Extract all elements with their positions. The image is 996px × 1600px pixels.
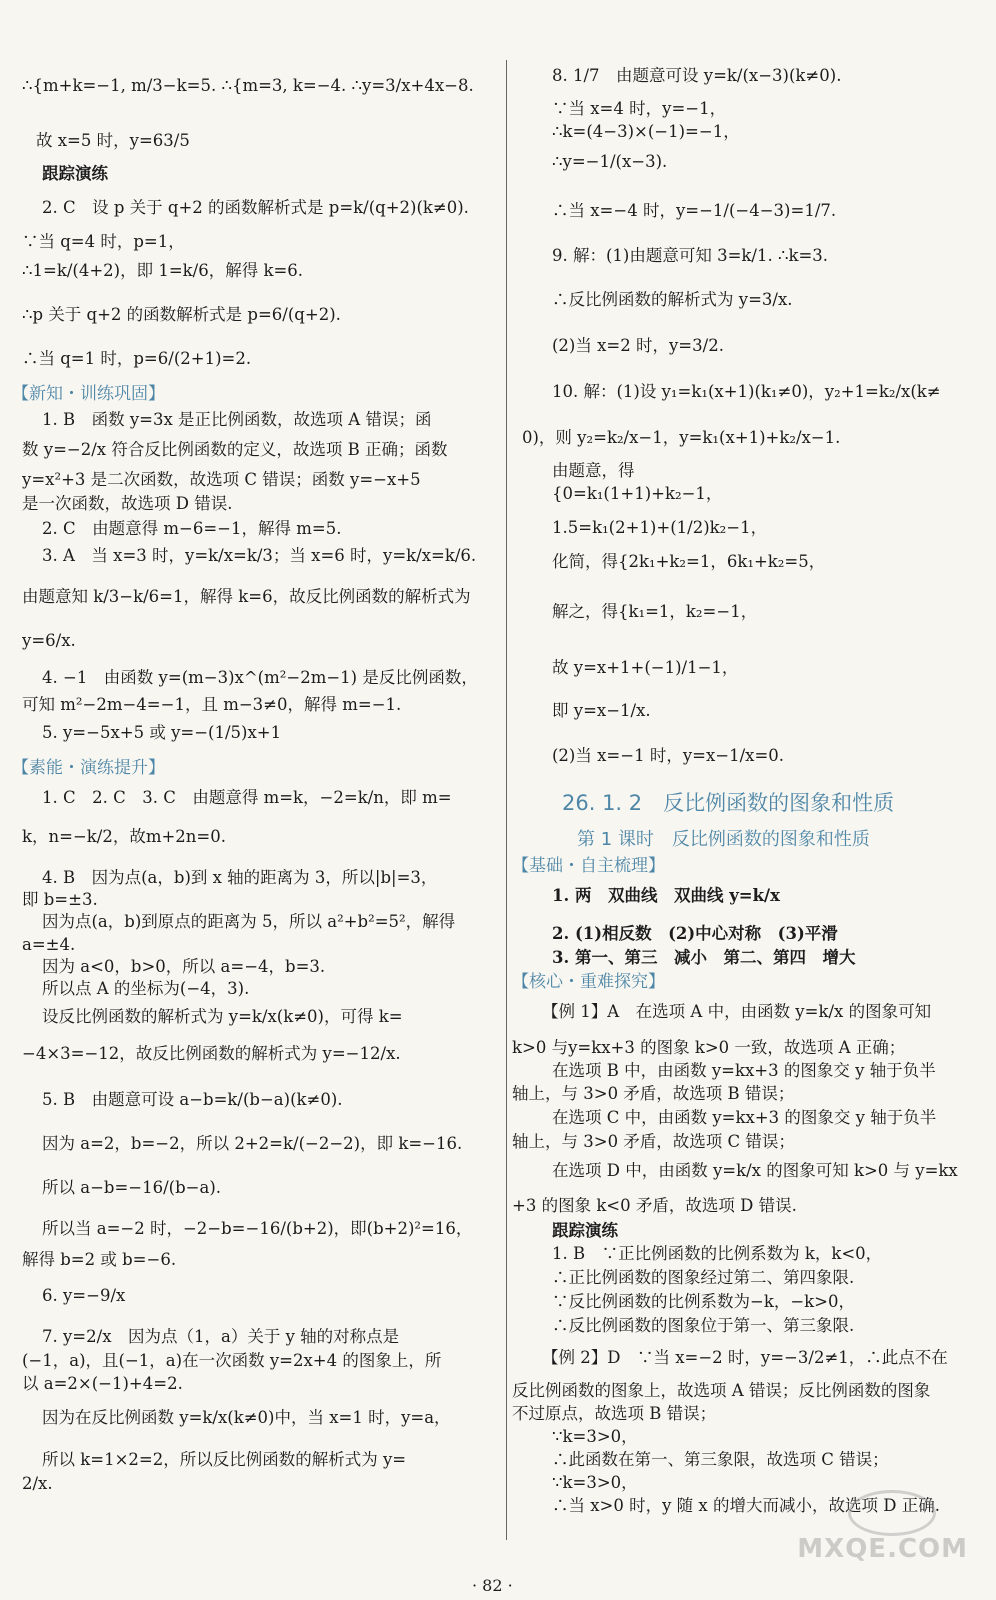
text-line: 设反比例函数的解析式为 y=k/x(k≠0)，可得 k= — [42, 1007, 403, 1026]
text-line: 8. 1/7 由题意可设 y=k/(x−3)(k≠0). — [552, 66, 842, 85]
text-line: 故 x=5 时，y=63/5 — [36, 131, 190, 150]
text-line: ∵k=3>0， — [552, 1473, 638, 1492]
text-line: 4. −1 由函数 y=(m−3)x^(m²−2m−1) 是反比例函数， — [42, 668, 478, 687]
text-line: 5. B 由题意可设 a−b=k/(b−a)(k≠0). — [42, 1090, 343, 1109]
text-line: ∴{m+k=−1, m/3−k=5. ∴{m=3, k=−4. ∴y=3/x+4x−8. — [22, 76, 474, 95]
text-line: ∴y=−1/(x−3). — [552, 152, 668, 171]
section-title: 26. 1. 2 反比例函数的图象和性质 — [562, 791, 895, 815]
text-line: k>0 与y=kx+3 的图象 k>0 一致，故选项 A 正确； — [512, 1038, 906, 1057]
text-line: 0)，则 y₂=k₂/x−1，y=k₁(x+1)+k₂/x−1. — [522, 428, 841, 447]
page-number: · 82 · — [472, 1576, 513, 1595]
text-line: ∴1=k/(4+2)，即 1=k/6，解得 k=6. — [22, 261, 304, 280]
text-line: 解之，得{k₁=1，k₂=−1， — [552, 602, 758, 621]
text-line: 9. 解：(1)由题意可知 3=k/1. ∴k=3. — [552, 246, 829, 265]
text-line: 轴上，与 3>0 矛盾，故选项 B 错误； — [512, 1084, 795, 1103]
text-line: 4. B 因为点(a，b)到 x 轴的距离为 3，所以|b|=3， — [42, 868, 438, 887]
text-line: (2)当 x=−1 时，y=x−1/x=0. — [552, 746, 785, 765]
text-line: 轴上，与 3>0 矛盾，故选项 C 错误； — [512, 1132, 795, 1151]
text-line: 化简，得{2k₁+k₂=1，6k₁+k₂=5， — [552, 552, 826, 571]
text-line: ∴当 x=−4 时，y=−1/(−4−3)=1/7. — [552, 201, 837, 220]
text-line: 所以当 a=−2 时，−2−b=−16/(b+2)，即(b+2)²=16， — [42, 1219, 473, 1238]
watermark: MXQE.COM — [797, 1534, 968, 1564]
text-line: 因为 a=2，b=−2，所以 2+2=k/(−2−2)，即 k=−16. — [42, 1134, 463, 1153]
text-line: 跟踪演练 — [552, 1221, 618, 1240]
text-line: ∴当 x>0 时，y 随 x 的增大而减小，故选项 D 正确. — [552, 1496, 940, 1515]
text-line: ∴此函数在第一、第三象限，故选项 C 错误； — [552, 1450, 889, 1469]
text-line: 1. 两 双曲线 双曲线 y=k/x — [552, 886, 780, 905]
text-line: ∴反比例函数的图象位于第一、第三象限. — [552, 1316, 855, 1335]
text-line: 由题意，得 — [552, 461, 635, 480]
text-line: 即 y=x−1/x. — [552, 701, 651, 720]
subsection-title: 第 1 课时 反比例函数的图象和性质 — [577, 829, 870, 850]
text-line: (2)当 x=2 时，y=3/2. — [552, 336, 724, 355]
text-line: 2/x. — [22, 1474, 53, 1493]
text-line: 3. A 当 x=3 时，y=k/x=k/3；当 x=6 时，y=k/x=k/6. — [42, 546, 477, 565]
text-line: 1. B 函数 y=3x 是正比例函数，故选项 A 错误；函 — [42, 410, 432, 429]
text-line: 由题意知 k/3−k/6=1，解得 k=6，故反比例函数的解析式为 — [22, 587, 471, 606]
text-line: 以 a=2×(−1)+4=2. — [22, 1374, 183, 1393]
text-line: {0=k₁(1+1)+k₂−1， — [552, 484, 723, 503]
text-line: 1. B ∵正比例函数的比例系数为 k，k<0， — [552, 1244, 883, 1263]
text-line: 所以 k=1×2=2，所以反比例函数的解析式为 y= — [42, 1450, 407, 1469]
text-line: −4×3=−12，故反比例函数的解析式为 y=−12/x. — [22, 1044, 401, 1063]
text-line: 6. y=−9/x — [42, 1286, 126, 1305]
text-line: 故 y=x+1+(−1)/1−1， — [552, 658, 739, 677]
text-line: 在选项 C 中，由函数 y=kx+3 的图象交 y 轴于负半 — [552, 1108, 937, 1127]
text-line: 因为在反比例函数 y=k/x(k≠0)中，当 x=1 时，y=a， — [42, 1408, 451, 1427]
text-line: 1.5=k₁(2+1)+(1/2)k₂−1， — [552, 518, 768, 537]
text-line: ∵当 q=4 时，p=1， — [22, 232, 185, 251]
text-line: 所以 a−b=−16/(b−a). — [42, 1178, 222, 1197]
watermark-logo-icon — [848, 1490, 936, 1536]
section-heading: 【素能・演练提升】 — [12, 758, 165, 778]
text-line: 因为 a<0，b>0，所以 a=−4，b=3. — [42, 957, 326, 976]
text-line: ∴p 关于 q+2 的函数解析式是 p=6/(q+2). — [22, 305, 341, 324]
text-line: a=±4. — [22, 935, 76, 954]
text-line: 是一次函数，故选项 D 错误. — [22, 494, 233, 513]
text-line: (−1，a)，且(−1，a)在一次函数 y=2x+4 的图象上，所 — [22, 1351, 442, 1370]
text-line: ∴k=(4−3)×(−1)=−1， — [552, 122, 740, 141]
text-line: 2. C 由题意得 m−6=−1，解得 m=5. — [42, 519, 342, 538]
text-line: 7. y=2/x 因为点（1，a）关于 y 轴的对称点是 — [42, 1327, 400, 1346]
text-line: ∵当 x=4 时，y=−1， — [552, 99, 727, 118]
text-line: 在选项 B 中，由函数 y=kx+3 的图象交 y 轴于负半 — [552, 1061, 936, 1080]
column-divider — [506, 60, 507, 1540]
text-line: 解得 b=2 或 b=−6. — [22, 1250, 177, 1269]
text-line: 在选项 D 中，由函数 y=k/x 的图象可知 k>0 与 y=kx — [552, 1161, 958, 1180]
text-line: 可知 m²−2m−4=−1，且 m−3≠0，解得 m=−1. — [22, 695, 402, 714]
text-line: 数 y=−2/x 符合反比例函数的定义，故选项 B 正确；函数 — [22, 440, 448, 459]
text-line: ∵反比例函数的比例系数为−k，−k>0， — [552, 1292, 855, 1311]
text-line: k，n=−k/2，故m+2n=0. — [22, 827, 226, 846]
section-heading: 【基础・自主梳理】 — [512, 856, 665, 876]
text-line: ∴当 q=1 时，p=6/(2+1)=2. — [22, 349, 252, 368]
text-line: 即 b=±3. — [22, 890, 98, 909]
text-line: 跟踪演练 — [42, 164, 108, 183]
text-line: +3 的图象 k<0 矛盾，故选项 D 错误. — [512, 1196, 797, 1215]
text-line: 2. (1)相反数 (2)中心对称 (3)平滑 — [552, 924, 838, 943]
text-line: 2. C 设 p 关于 q+2 的函数解析式是 p=k/(q+2)(k≠0). — [42, 198, 469, 217]
text-line: y=x²+3 是二次函数，故选项 C 错误；函数 y=−x+5 — [22, 470, 421, 489]
text-line: 因为点(a，b)到原点的距离为 5，所以 a²+b²=5²，解得 — [42, 912, 456, 931]
text-line: y=6/x. — [22, 631, 76, 650]
text-line: 1. C 2. C 3. C 由题意得 m=k，−2=k/n，即 m= — [42, 788, 452, 807]
text-line: ∴反比例函数的解析式为 y=3/x. — [552, 290, 793, 309]
text-line: 【例 1】A 在选项 A 中，由函数 y=k/x 的图象可知 — [542, 1002, 932, 1021]
text-line: 3. 第一、第三 减小 第二、第四 增大 — [552, 948, 856, 967]
text-line: 所以点 A 的坐标为(−4，3). — [42, 979, 250, 998]
text-line: 5. y=−5x+5 或 y=−(1/5)x+1 — [42, 723, 282, 742]
section-heading: 【核心・重难探究】 — [512, 972, 665, 992]
text-line: ∴正比例函数的图象经过第二、第四象限. — [552, 1268, 855, 1287]
text-line: 【例 2】D ∵当 x=−2 时，y=−3/2≠1，∴此点不在 — [542, 1348, 948, 1367]
text-line: ∵k=3>0， — [552, 1427, 638, 1446]
section-heading: 【新知・训练巩固】 — [12, 384, 165, 404]
text-line: 不过原点，故选项 B 错误； — [512, 1404, 717, 1423]
text-line: 反比例函数的图象上，故选项 A 错误；反比例函数的图象 — [512, 1381, 931, 1400]
text-line: 10. 解：(1)设 y₁=k₁(x+1)(k₁≠0)，y₂+1=k₂/x(k≠ — [552, 382, 941, 401]
